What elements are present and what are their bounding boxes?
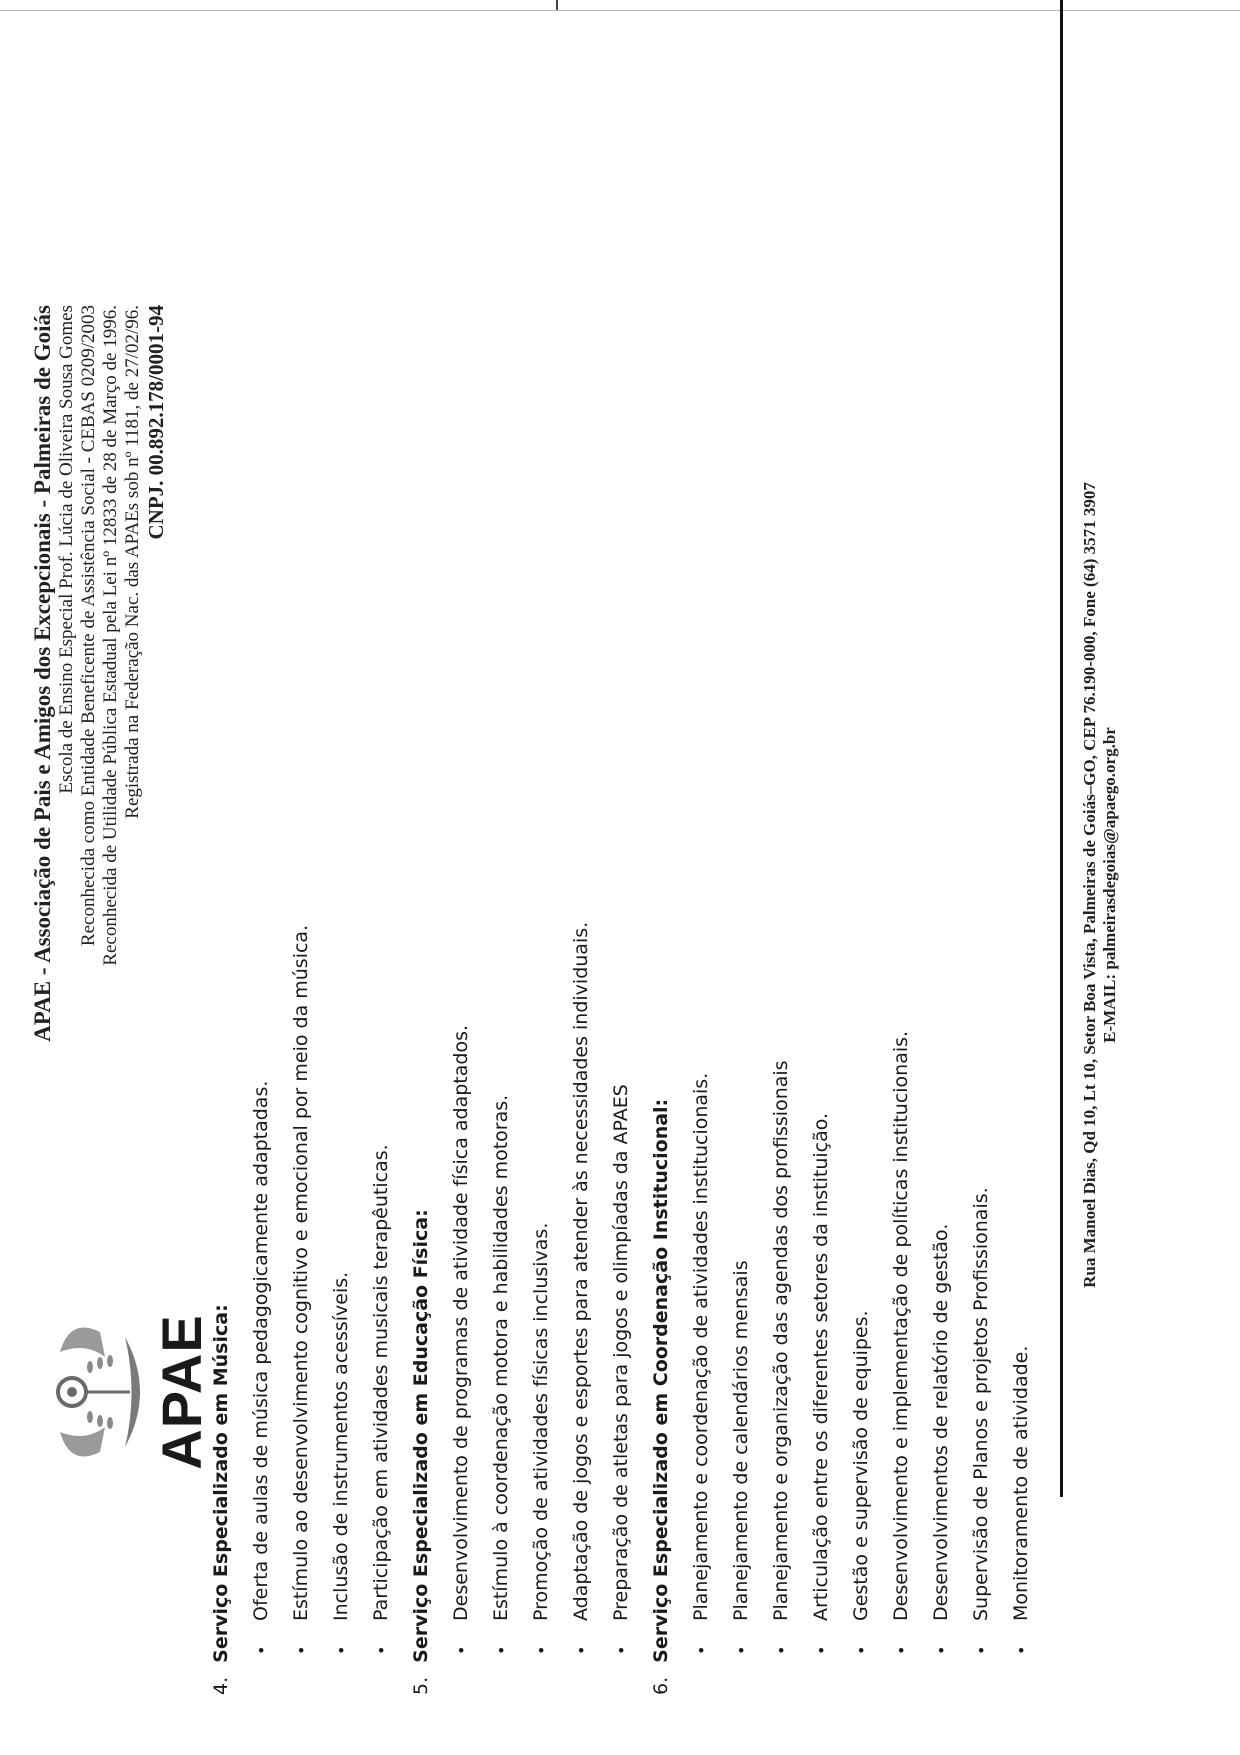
footer: [1080, 255, 1120, 1515]
list-item: •Gestão e supervisão de equipes.: [850, 1310, 872, 1655]
list-item: •Desenvolvimentos de relatório de gestão.: [930, 1223, 952, 1655]
list-item: •Estímulo ao desenvolvimento cognitivo e emocional por meio da música.: [290, 924, 312, 1655]
letterhead: [30, 305, 168, 1305]
footer-address: Rua Manoel Dias, Qd 10, Lt 10, Setor Boa Vista, Palmeiras de Goiás–GO, CEP 76.190-000, Fone (64) 3571 3907: [1080, 482, 1099, 1288]
list-item: •Desenvolvimento de programas de atividade física adaptados.: [450, 1024, 472, 1655]
list-item: •Articulação entre os diferentes setores da instituição.: [810, 1112, 832, 1655]
list-item: •Planejamento de calendários mensais: [730, 1260, 752, 1655]
section-title: 5.Serviço Especializado em Educação Física:: [410, 1209, 432, 1695]
letterhead-school: Escola de Ensino Especial Prof. Lúcia de Oliveira Sousa Gomes: [56, 305, 77, 794]
footer-divider: [1060, 0, 1063, 1497]
letterhead-cnpj: CNPJ. 00.892.178/0001-94: [144, 305, 168, 540]
section-title: 6.Serviço Especializado em Coordenação Institucional:: [650, 1098, 672, 1695]
letterhead-cebas: Reconhecida como Entidade Beneficente de Assistência Social - CEBAS 0209/2003: [78, 305, 99, 947]
list-item: •Monitoramento de atividade.: [1010, 1345, 1032, 1655]
flower-hands-icon: [30, 1297, 150, 1487]
list-item: •Participação em atividades musicais terapêuticas.: [370, 1144, 392, 1655]
letterhead-org-name: APAE - Associação de Pais e Amigos dos Excepcionais - Palmeiras de Goiás: [30, 305, 55, 1042]
apae-logo: [30, 1297, 213, 1487]
list-item: •Adaptação de jogos e esportes para atender às necessidades individuais.: [570, 921, 592, 1655]
section-title: 4.Serviço Especializado em Música:: [210, 1304, 232, 1695]
list-item: •Oferta de aulas de música pedagogicamente adaptadas.: [250, 1080, 272, 1655]
list-item: •Supervisão de Planos e projetos Profissionais.: [970, 1187, 992, 1655]
logo-wordmark: APAE: [150, 1314, 213, 1470]
list-item: •Planejamento e organização das agendas dos profissionais: [770, 1060, 792, 1655]
letterhead-registro: Registrada na Federação Nac. das APAEs sob nº 1181, de 27/02/96.: [122, 305, 143, 819]
list-item: •Estímulo à coordenação motora e habilidades motoras.: [490, 1094, 512, 1655]
list-item: •Preparação de atletas para jogos e olimpíadas da APAES: [610, 1084, 632, 1655]
list-item: •Planejamento e coordenação de atividades institucionais.: [690, 1072, 712, 1655]
footer-email: E-MAIL: palmeirasdegoias@apaego.org.br: [1100, 727, 1119, 1043]
letterhead-utilidade: Reconhecida de Utilidade Pública Estadual pela Lei nº 12833 de 28 de Março de 1996.: [100, 305, 121, 966]
list-item: •Promoção de atividades físicas inclusivas.: [530, 1222, 552, 1655]
list-item: •Inclusão de instrumentos acessíveis.: [330, 1271, 352, 1655]
list-item: •Desenvolvimento e implementação de políticas institucionais.: [890, 1030, 912, 1655]
